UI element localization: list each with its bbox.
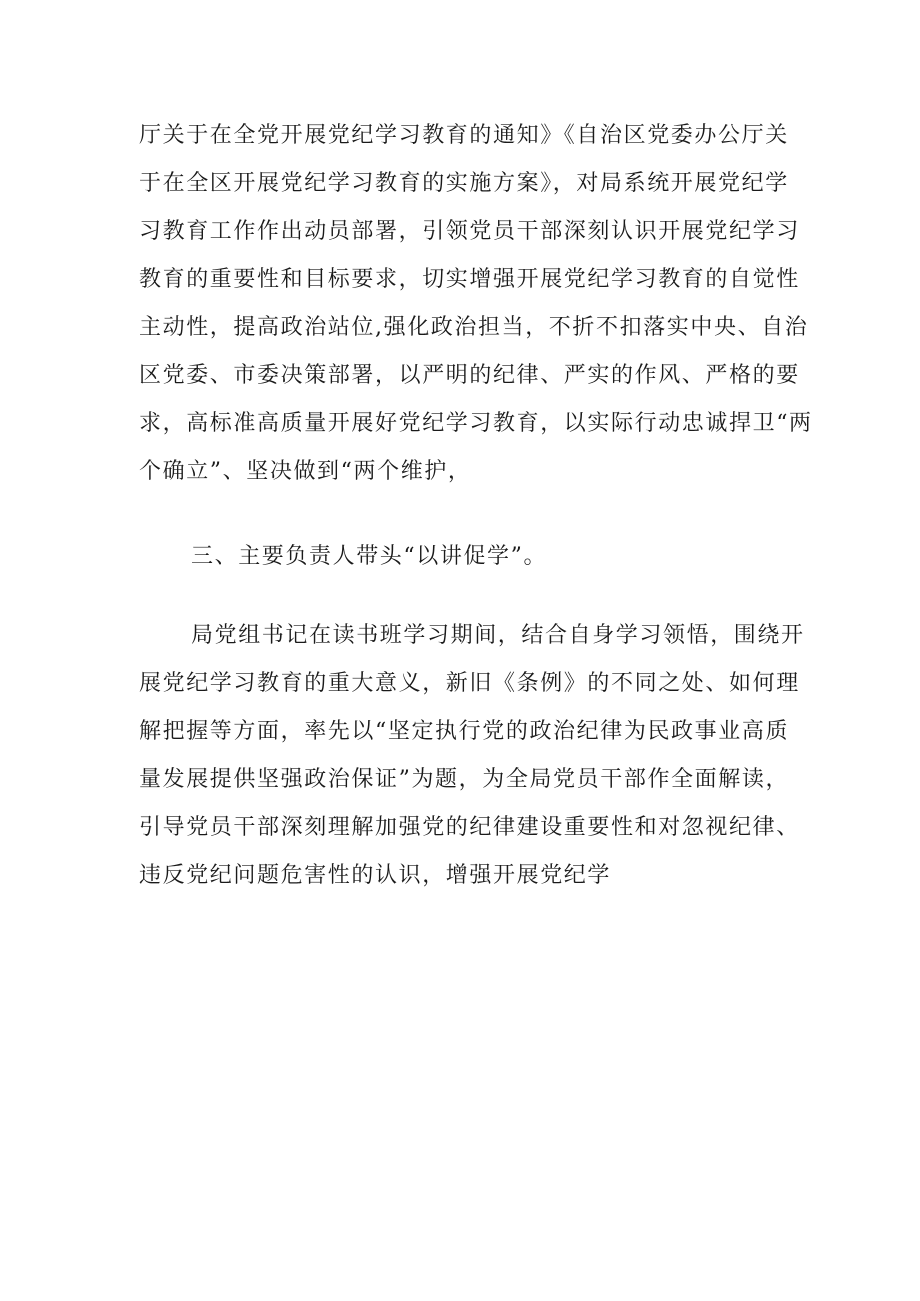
text-line: 引导党员干部深刻理解加强党的纪律建设重要性和对忽视纪律、: [139, 815, 800, 840]
text-line: 求，高标准高质量开展好党纪学习教育，以实际行动忠诚捍卫“两: [139, 411, 813, 436]
text-line: 于在全区开展党纪学习教育的实施方案》，对局系统开展党纪学: [139, 171, 789, 196]
text-line: 教育的重要性和目标要求，切实增强开展党纪学习教育的自觉性: [139, 267, 800, 292]
text-line: 习教育工作作出动员部署，引领党员干部深刻认识开展党纪学习: [139, 219, 800, 244]
text-line: 局党组书记在读书班学习期间，结合自身学习领悟，围绕开: [191, 623, 805, 648]
text-line: 违反党纪问题危害性的认识，增强开展党纪学: [139, 863, 612, 888]
text-line: 解把握等方面，率先以“坚定执行党的政治纪律为民政事业高质: [139, 719, 790, 744]
text-line: 主动性，提高政治站位,强化政治担当，不折不扣落实中央、自治: [139, 315, 809, 340]
text-line: 量发展提供坚强政治保证”为题，为全局党员干部作全面解读，: [139, 767, 790, 792]
section-heading: [139, 533, 799, 581]
text-line: 区党委、市委决策部署，以严明的纪律、严实的作风、严格的要: [139, 363, 800, 388]
text-line: 厅关于在全党开展党纪学习教育的通知》《自治区党委办公厅关: [139, 123, 789, 148]
paragraph-deployment: [139, 112, 813, 496]
text-line: 个确立”、坚决做到“两个维护，: [139, 459, 472, 484]
text-line: 展党纪学习教育的重大意义，新旧《条例》的不同之处、如何理: [139, 671, 800, 696]
paragraph-leader-lecture: [139, 612, 805, 900]
section-heading-text: 三、主要负责人带头“以讲促学”。: [191, 544, 548, 569]
